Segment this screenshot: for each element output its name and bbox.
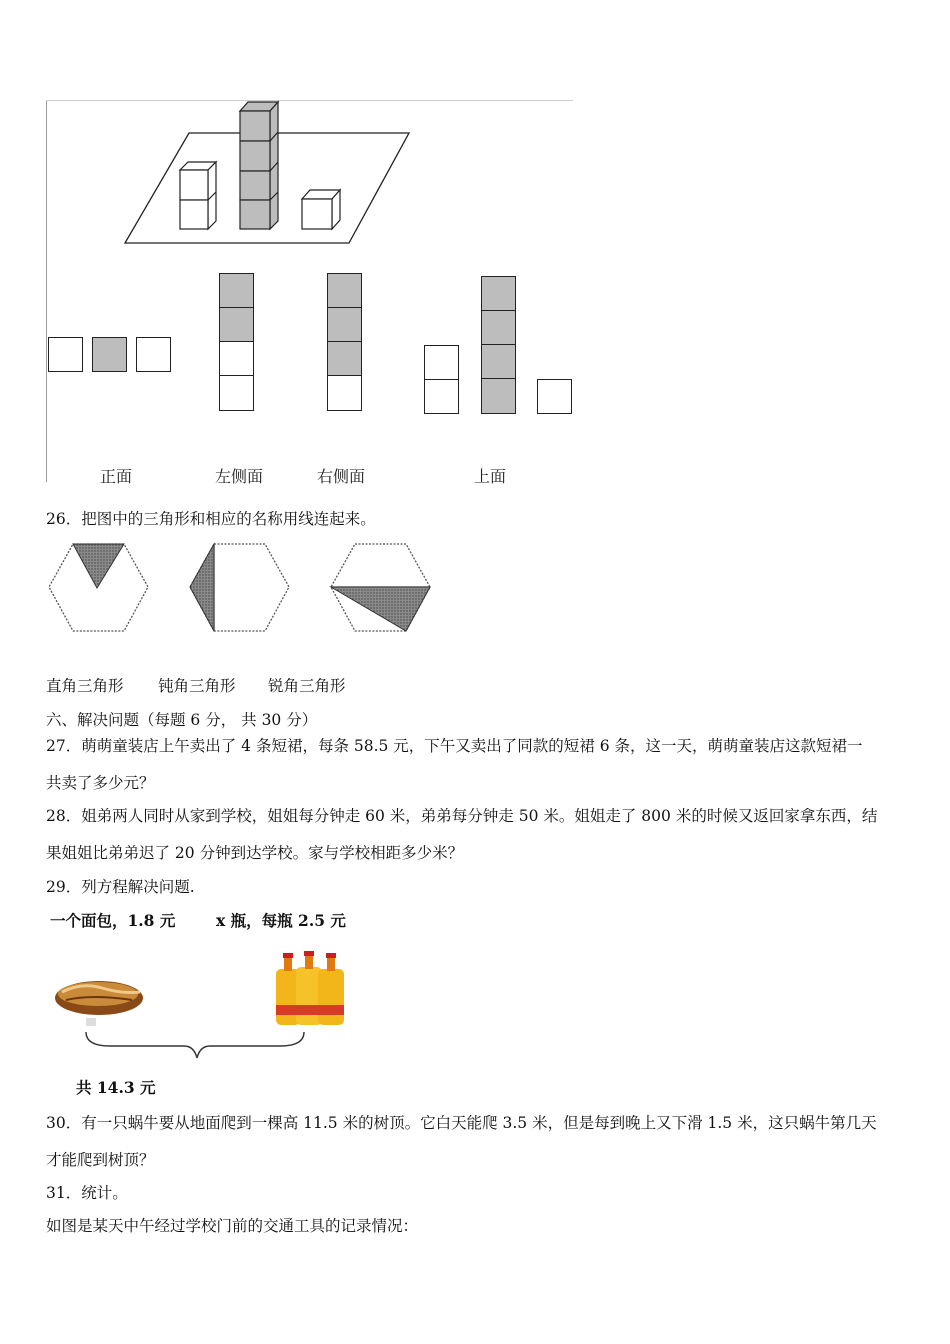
left-view-square — [219, 341, 254, 376]
right-view-square — [327, 375, 362, 411]
section-6-title: 六、解决问题（每题 6 分， 共 30 分） — [46, 711, 318, 729]
question-26-text: 26．把图中的三角形和相应的名称用线连起来。 — [46, 510, 376, 528]
triangle-name-acute: 锐角三角形 — [268, 677, 346, 695]
question-29-text: 29．列方程解决问题. — [46, 878, 195, 896]
left-view-square — [219, 307, 254, 342]
triangle-name-obtuse: 钝角三角形 — [158, 677, 236, 695]
question-27-line2: 共卖了多少元？ — [46, 774, 155, 792]
question-27-line1: 27．萌萌童装店上午卖出了 4 条短裙，每条 58.5 元，下午又卖出了同款的短裙 6 条，这一天，萌萌童装店这款短裙一 — [46, 737, 863, 755]
bottle-price-label: x 瓶，每瓶 2.5 元 — [216, 911, 346, 930]
total-price-label: 共 14.3 元 — [76, 1078, 156, 1097]
hexagon-acute — [49, 544, 148, 631]
top-view-square — [481, 310, 516, 345]
left-view-square — [219, 273, 254, 308]
top-view-square — [424, 379, 459, 414]
front-view-square — [136, 337, 171, 372]
left-view-square — [219, 375, 254, 411]
question-30-line2: 才能爬到树顶？ — [46, 1151, 155, 1169]
question-31-intro: 如图是某天中午经过学校门前的交通工具的记录情况： — [46, 1217, 419, 1235]
view-label-right: 右侧面 — [317, 467, 366, 486]
bread-price-label: 一个面包，1.8 元 — [50, 911, 176, 930]
top-view-square — [481, 276, 516, 311]
total-brace — [80, 1030, 310, 1062]
right-view-square — [327, 307, 362, 342]
question-30-line1: 30．有一只蜗牛要从地面爬到一棵高 11.5 米的树顶。它白天能爬 3.5 米，但是每到晚上又下滑 1.5 米，这只蜗牛第几天 — [46, 1114, 877, 1132]
front-view-square — [48, 337, 83, 372]
question-28-line1: 28．姐弟两人同时从家到学校，姐姐每分钟走 60 米，弟弟每分钟走 50 米。姐姐走了 800 米的时候又返回家拿东西，结 — [46, 807, 878, 825]
right-view-square — [327, 341, 362, 376]
front-view-square — [92, 337, 127, 372]
bread-icon — [52, 972, 147, 1034]
cube-views-figure — [46, 100, 573, 482]
hexagon-triangles-figure — [40, 538, 450, 638]
view-label-top: 上面 — [474, 467, 507, 486]
juice-bottles-icon — [272, 949, 350, 1029]
question-31-text: 31．统计。 — [46, 1184, 128, 1202]
top-view-square — [424, 345, 459, 380]
top-view-square — [481, 378, 516, 414]
question-28-line2: 果姐姐比弟弟迟了 20 分钟到达学校。家与学校相距多少米？ — [46, 844, 464, 862]
hexagon-right — [331, 544, 430, 631]
view-label-left: 左侧面 — [215, 467, 264, 486]
view-label-front: 正面 — [100, 467, 133, 486]
top-view-square — [481, 344, 516, 379]
triangle-name-right: 直角三角形 — [46, 677, 124, 695]
top-view-square — [537, 379, 572, 414]
right-view-square — [327, 273, 362, 308]
hexagon-obtuse — [190, 544, 289, 631]
